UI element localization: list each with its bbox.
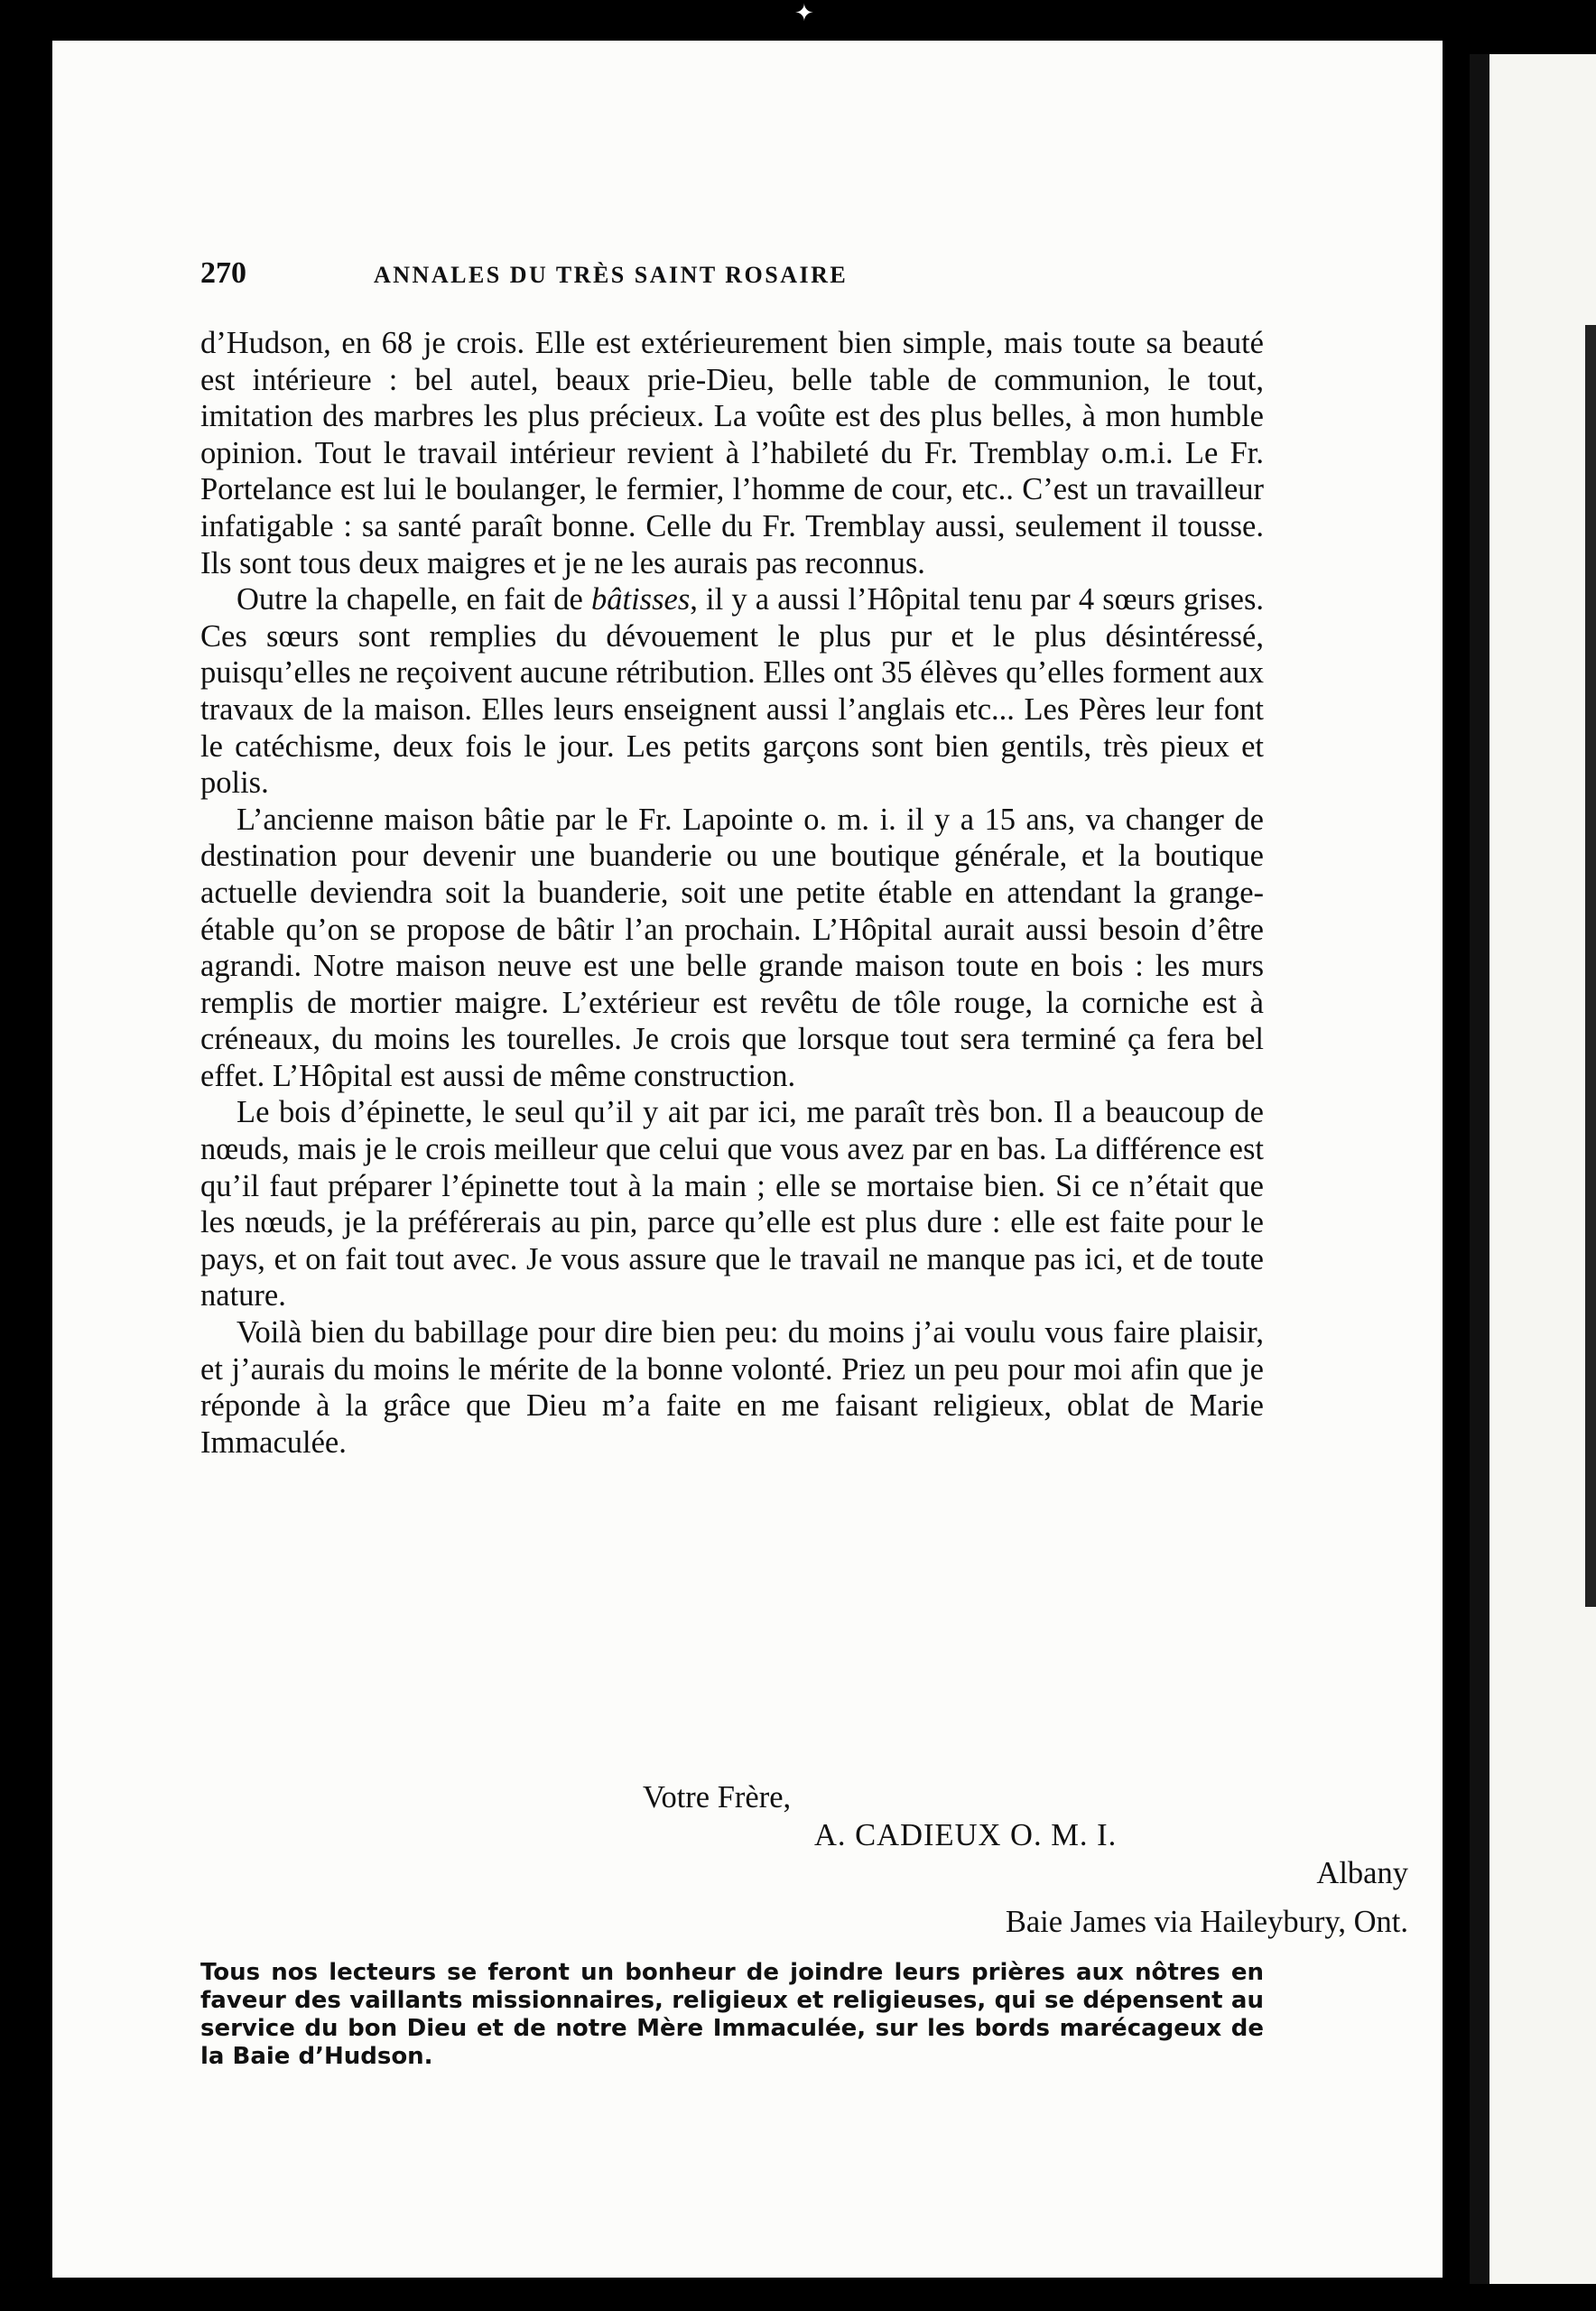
paragraph-1: d’Hudson, en 68 je crois. Elle est extérieurement bien simple, mais toute sa beauté est intérieure : bel autel, beaux prie-Dieu, belle table de communion, le tout, imitation des marbres les plus précieux. La voûte est des plus belles, à mon humble opinion. Tout le travail intérieur revient à l’habileté du Fr. Tremblay o.m.i. Le Fr. Portelance est lui le boulanger, le fermier, l’homme de cour, etc.. C’est un travailleur infatigable : sa santé paraît bonne. Celle du Fr. Tremblay aussi, seulement il tousse. Ils sont tous deux maigres et je ne les aurais pas reconnus. <box>200 326 1264 580</box>
article-body <box>200 325 1264 1461</box>
signature-address: Baie James via Haileybury, Ont. <box>1005 1905 1408 1939</box>
paragraph-3: L’ancienne maison bâtie par le Fr. Lapointe o. m. i. il y a 15 ans, va changer de destination pour devenir une buanderie ou une boutique générale, et la boutique actuelle deviendra soit la buanderie, soit une petite étable en attendant la grange-étable qu’on se propose de bâtir l’an prochain. L’Hôpital aurait aussi besoin d’être agrandi. Notre maison neuve est une belle grande maison toute en bois : les murs remplis de mortier maigre. L’extérieur est revêtu de tôle rouge, la corniche est à créneaux, du moins les tourelles. Je crois que lorsque tout sera terminé ça fera bel effet. L’Hôpital est aussi de même construction. <box>200 802 1264 1093</box>
paragraph-5: Voilà bien du babillage pour dire bien peu: du moins j’ai voulu vous faire plaisir, et j’aurais du moins le mérite de la bonne volonté. Priez un peu pour moi afin que je réponde à la grâce que Dieu m’a faite en me faisant religieux, oblat de Marie Immaculée. <box>200 1315 1264 1460</box>
running-title: ANNALES DU TRÈS SAINT ROSAIRE <box>374 262 849 288</box>
paragraph-2 <box>200 581 1264 802</box>
footnote: Tous nos lecteurs se feront un bonheur de joindre leurs prières aux nôtres en faveur des vaillants missionnaires, religieux et religieuses, qui se dépensent au service du bon Dieu et de notre Mère Immaculée, sur les bords marécageux de la Baie d’Hudson. <box>200 1959 1264 2070</box>
signature-place: Albany <box>1316 1856 1408 1890</box>
page-number: 270 <box>200 256 246 290</box>
facing-page-text-edge <box>1585 325 1596 1607</box>
facing-page-edge <box>1470 54 1596 2284</box>
paragraph-2-start: Outre la chapelle, en fait de <box>237 582 591 617</box>
paragraph-4: Le bois d’épinette, le seul qu’il y ait par ici, me paraît très bon. Il a beaucoup de nœuds, mais je le crois meilleur que celui que vous avez par en bas. La différence est qu’il faut préparer l’épinette tout à la main ; elle se mortaise bien. Si ce n’était que les nœuds, je la préférerais au pin, parce qu’elle est plus dure : elle est faite pour le pays, et on fait tout avec. Je vous assure que le travail ne manque pas ici, et de toute nature. <box>200 1095 1264 1313</box>
page-header <box>200 256 1072 311</box>
paragraph-2-italic: bâtisses <box>591 582 691 617</box>
paragraph-2-end: , il y a aussi l’Hôpital tenu par 4 sœurs grises. Ces sœurs sont remplies du dévouement le plus pur et le plus désintéressé, puisqu’elles ne reçoivent aucune rétribution. Elles ont 35 élèves qu’elles forment aux travaux de la maison. Elles leurs enseignent aussi l’anglais etc... Les Pères leur font le catéchisme, deux fois le jour. Les petits garçons sont bien gentils, très pieux et polis. <box>200 582 1265 801</box>
signature-name: A. CADIEUX O. M. I. <box>814 1818 1118 1852</box>
signature-closing: Votre Frère, <box>643 1780 792 1814</box>
scan-mark: ✦ <box>794 0 814 26</box>
page-gutter <box>1470 54 1489 2284</box>
